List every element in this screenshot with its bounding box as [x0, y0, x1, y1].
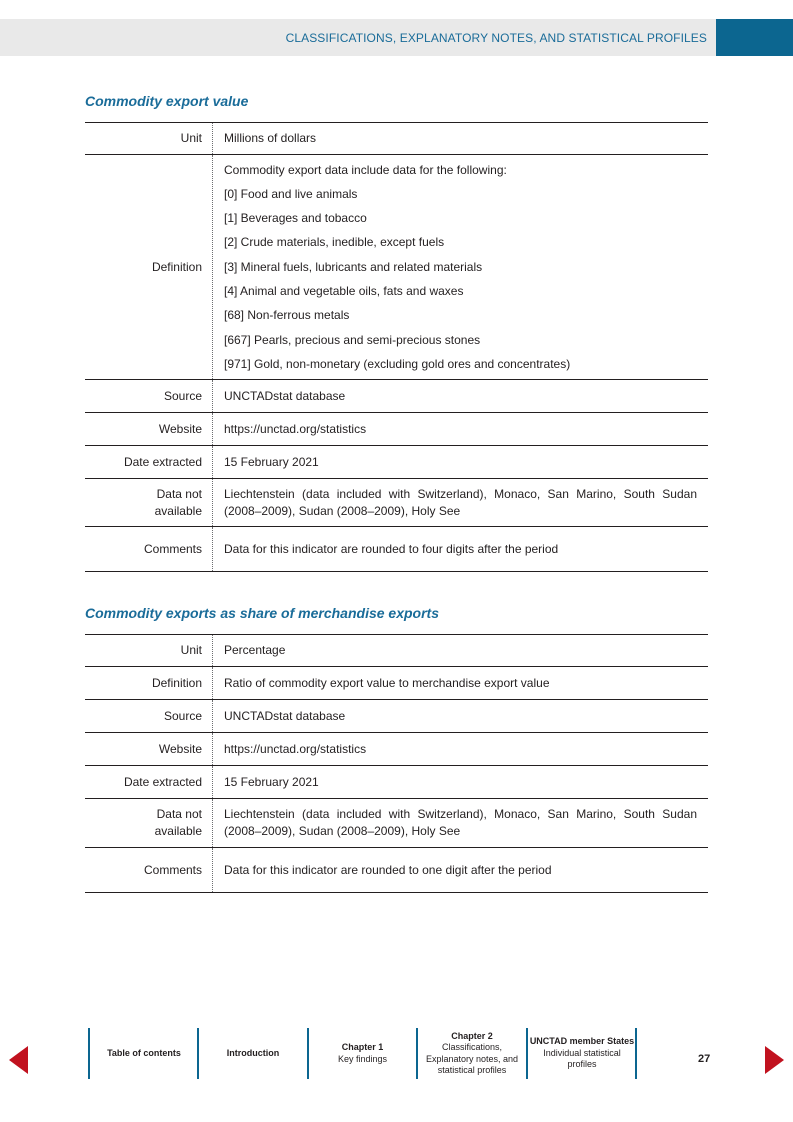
nav-sublabel: Individual statistical [543, 1047, 621, 1058]
previous-page-arrow-icon[interactable] [9, 1046, 28, 1074]
row-value-comments: Data for this indicator are rounded to one digit after the period [224, 862, 552, 877]
row-label-data-not-available [85, 479, 213, 527]
definition-line: [0] Food and live animals [224, 186, 358, 201]
row-label-comments: Comments [85, 848, 213, 893]
row-value-definition: Ratio of commodity export value to merchandise export value [224, 675, 550, 690]
row-label-comments: Comments [85, 527, 213, 572]
label-line: available [154, 824, 202, 838]
label-line: Data not [156, 807, 202, 821]
nav-label: Table of contents [107, 1047, 181, 1058]
row-value-unit: Millions of dollars [224, 131, 317, 145]
row-value-unit: Percentage [224, 643, 286, 657]
table-row [85, 635, 708, 667]
nav-label: Chapter 2 [451, 1030, 493, 1041]
nav-sublabel: profiles [567, 1059, 597, 1070]
table-row [85, 667, 708, 700]
metadata-table-commodity-export-value [85, 122, 708, 572]
table-row [85, 380, 708, 413]
row-label-unit: Unit [85, 635, 213, 667]
table-row [85, 527, 708, 572]
table-row [85, 155, 708, 380]
table-row [85, 733, 708, 766]
nav-introduction[interactable] [199, 1028, 307, 1079]
row-value-data-not-available: Liechtenstein (data included with Switzerland), Monaco, San Marino, South Sudan (2008–2009), Sudan (2008–2009), Holy See [224, 807, 697, 838]
definition-line: [1] Beverages and tobacco [224, 211, 367, 226]
nav-table-of-contents[interactable] [90, 1028, 198, 1079]
label-line: Data not [156, 486, 202, 501]
nav-sublabel: Explanatory notes, and [425, 1053, 519, 1064]
row-label-data-not-available [85, 799, 213, 848]
table-row [85, 700, 708, 733]
header-accent-block [716, 19, 793, 56]
table-row [85, 799, 708, 848]
definition-line: Commodity export data include data for the following: [224, 162, 507, 177]
nav-member-states[interactable] [528, 1028, 636, 1079]
row-label-definition: Definition [85, 667, 213, 700]
nav-chapter-2[interactable] [418, 1028, 526, 1079]
row-label-source: Source [85, 380, 213, 413]
definition-line: [2] Crude materials, inedible, except fuels [224, 235, 445, 250]
running-header-title: CLASSIFICATIONS, EXPLANATORY NOTES, AND STATISTICAL PROFILES [285, 31, 707, 45]
nav-sublabel: Classifications, [441, 1042, 503, 1052]
table-row [85, 446, 708, 479]
row-label-date-extracted: Date extracted [85, 766, 213, 799]
row-label-definition: Definition [85, 155, 213, 380]
page-number: 27 [698, 1053, 711, 1065]
definition-line: [4] Animal and vegetable oils, fats and waxes [224, 284, 464, 298]
next-page-arrow-icon[interactable] [765, 1046, 784, 1074]
section-title-commodity-export-value: Commodity export value [85, 93, 249, 109]
table-row [85, 123, 708, 155]
nav-divider [635, 1028, 637, 1079]
definition-line: [68] Non-ferrous metals [224, 308, 350, 323]
table-row [85, 413, 708, 446]
nav-label: Introduction [226, 1047, 280, 1058]
row-value-source: UNCTADstat database [224, 388, 346, 403]
metadata-table-commodity-exports-share [85, 634, 708, 893]
row-value-comments: Data for this indicator are rounded to four digits after the period [224, 541, 559, 556]
row-value-website[interactable]: https://unctad.org/statistics [224, 741, 367, 756]
row-label-website: Website [85, 413, 213, 446]
row-label-date-extracted: Date extracted [85, 446, 213, 479]
nav-label: Chapter 1 [341, 1042, 384, 1052]
nav-sublabel: Key findings [337, 1053, 388, 1064]
row-value-definition [213, 155, 709, 380]
table-row [85, 766, 708, 799]
row-label-website: Website [85, 733, 213, 766]
row-value-source: UNCTADstat database [224, 708, 346, 723]
definition-line: [667] Pearls, precious and semi-precious stones [224, 332, 481, 347]
table-row [85, 848, 708, 893]
nav-chapter-1[interactable] [309, 1028, 416, 1079]
label-line: available [154, 503, 202, 518]
nav-label: UNCTAD member States [529, 1036, 635, 1047]
definition-line: [3] Mineral fuels, lubricants and related materials [224, 259, 483, 274]
row-label-source: Source [85, 700, 213, 733]
section-title-commodity-exports-share: Commodity exports as share of merchandise exports [85, 605, 439, 621]
row-value-website[interactable]: https://unctad.org/statistics [224, 421, 367, 436]
definition-line: [971] Gold, non-monetary (excluding gold ores and concentrates) [224, 356, 571, 371]
row-label-unit: Unit [85, 123, 213, 155]
row-value-date-extracted: 15 February 2021 [224, 454, 319, 469]
row-value-date-extracted: 15 February 2021 [224, 774, 319, 789]
table-row [85, 479, 708, 527]
row-value-data-not-available: Liechtenstein (data included with Switzerland), Monaco, San Marino, South Sudan (2008–2009), Sudan (2008–2009), Holy See [224, 486, 697, 518]
nav-sublabel: statistical profiles [437, 1065, 507, 1075]
